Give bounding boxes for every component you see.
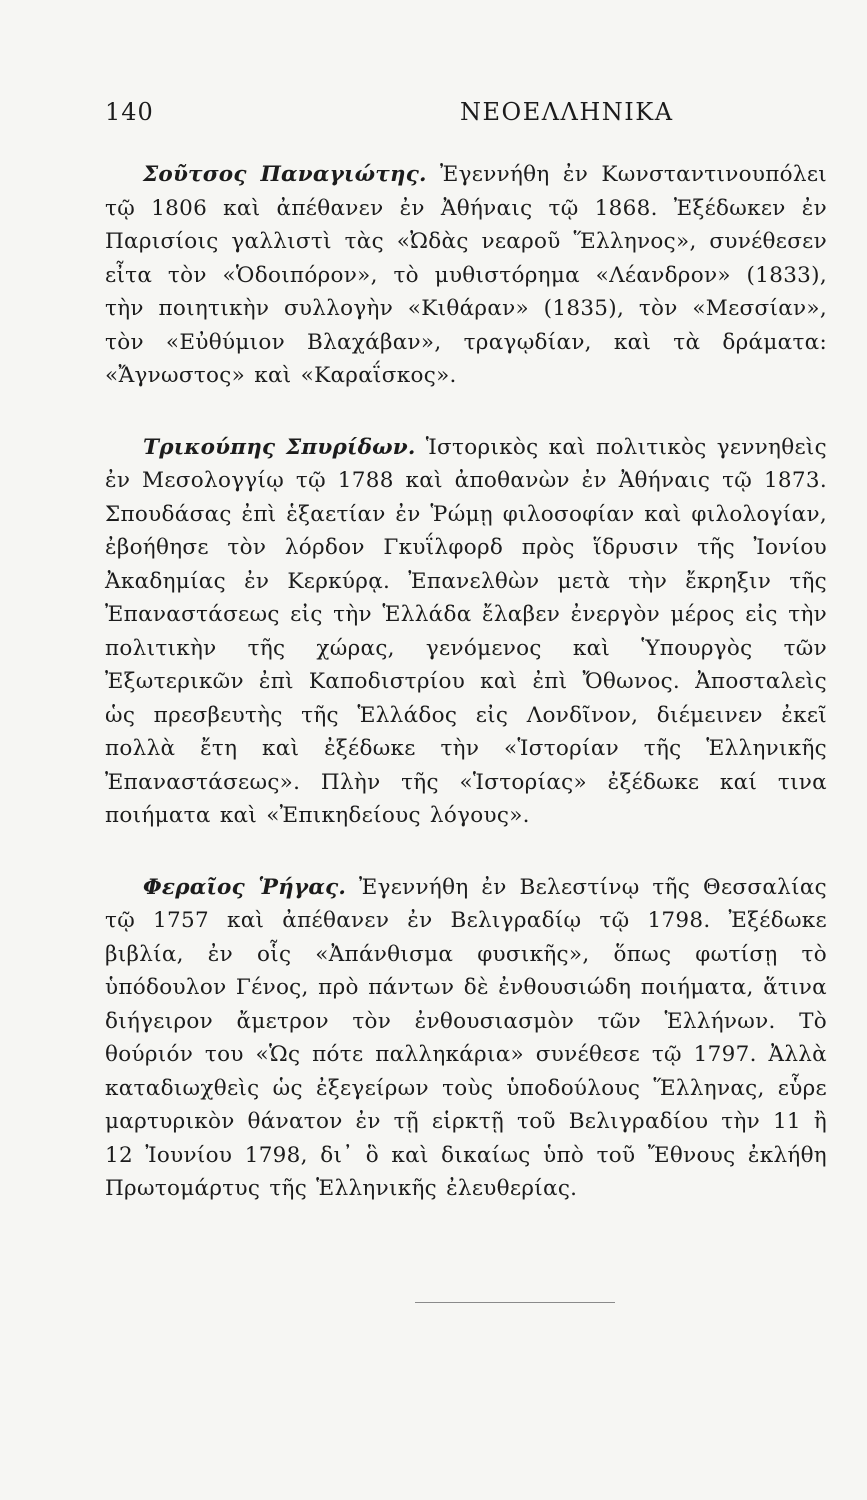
- entry-text: Ἐγεννήθη ἐν Κωνσταντινουπόλει τῷ 1806 καὶ ἀπέθανεν ἐν Ἀθήναις τῷ 1868. Ἐξέδωκεν ἐν Παρισίοις γαλλιστὶ τὰς «Ὠδὰς νεαροῦ Ἕλληνος», συνέθεσεν εἶτα τὸν «Ὁδοιπόρον», τὸ μυθιστόρημα «Λέανδρον» (1833), τὴν ποιητικὴν συλλογὴν «Κιθάραν» (1835), τὸν «Μεσσίαν», τὸν «Εὐθύμιον Βλαχάβαν», τραγῳδίαν, καὶ τὰ δράματα: «Ἄγνωστος» καὶ «Καραΐσκος».: [105, 162, 827, 388]
- entry-name: Φεραῖος Ῥήγας.: [143, 874, 347, 900]
- running-title: ΝΕΟΕΛΛΗΝΙΚΑ: [460, 98, 674, 126]
- biographical-entries: [105, 158, 827, 1240]
- entry-trikoupis: [105, 431, 827, 833]
- page-header: [105, 98, 825, 138]
- entry-name: Σοῦτσος Παναγιώτης.: [143, 162, 427, 187]
- entry-soutsos: [105, 158, 827, 393]
- entry-feraios: [105, 871, 827, 1206]
- entry-text: Ἐγεννήθη ἐν Βελεστίνῳ τῆς Θεσσαλίας τῷ 1757 καὶ ἀπέθανεν ἐν Βελιγραδίῳ τῷ 1798. Ἐξέδωκε βιβλία, ἐν οἷς «Ἀπάνθισμα φυσικῆς», ὅπως φωτίσῃ τὸ ὑπόδουλον Γένος, πρὸ πάντων δὲ ἐνθουσιώδη ποιήματα, ἅτινα διήγειρον ἄμετρον τὸν ἐνθουσιασμὸν τῶν Ἑλλήνων. Τὸ θούριόν του «Ὡς πότε παλληκάρια» συνέθεσε τῷ 1797. Ἀλλὰ καταδιωχθεὶς ὡς ἐξεγείρων τοὺς ὑποδούλους Ἕλληνας, εὗρε μαρτυρικὸν θάνατον ἐν τῇ εἱρκτῇ τοῦ Βελιγραδίου τὴν 11 ἢ 12 Ἰουνίου 1798, δι᾽ ὃ καὶ δικαίως ὑπὸ τοῦ Ἔθνους ἐκλήθη Πρωτομάρτυς τῆς Ἑλληνικῆς ἐλευθερίας.: [105, 874, 827, 1201]
- section-divider: [415, 1302, 615, 1303]
- entry-name: Τρικούπης Σπυρίδων.: [143, 434, 416, 460]
- page-number: 140: [105, 98, 154, 126]
- entry-text: Ἱστορικὸς καὶ πολιτικὸς γεννηθεὶς ἐν Μεσολογγίῳ τῷ 1788 καὶ ἀποθανὼν ἐν Ἀθήναις τῷ 1873. Σπουδάσας ἐπὶ ἑξαετίαν ἐν Ῥώμῃ φιλοσοφίαν καὶ φιλολογίαν, ἐβοήθησε τὸν λόρδον Γκυΐλφορδ πρὸς ἵδρυσιν τῆς Ἰονίου Ἀκαδημίας ἐν Κερκύρᾳ. Ἐπανελθὼν μετὰ τὴν ἔκρηξιν τῆς Ἐπαναστάσεως εἰς τὴν Ἑλλάδα ἔλαβεν ἐνεργὸν μέρος εἰς τὴν πολιτικὴν τῆς χώρας, γενόμενος καὶ Ὑπουργὸς τῶν Ἐξωτερικῶν ἐπὶ Καποδιστρίου καὶ ἐπὶ Ὄθωνος. Ἀποσταλεὶς ὡς πρεσβευτὴς τῆς Ἑλλάδος εἰς Λονδῖνον, διέμεινεν ἐκεῖ πολλὰ ἔτη καὶ ἐξέδωκε τὴν «Ἱστορίαν τῆς Ἑλληνικῆς Ἐπαναστάσεως». Πλὴν τῆς «Ἱστορίας» ἐξέδωκε καί τινα ποιήματα καὶ «Ἐπικηδείους λόγους».: [105, 434, 827, 828]
